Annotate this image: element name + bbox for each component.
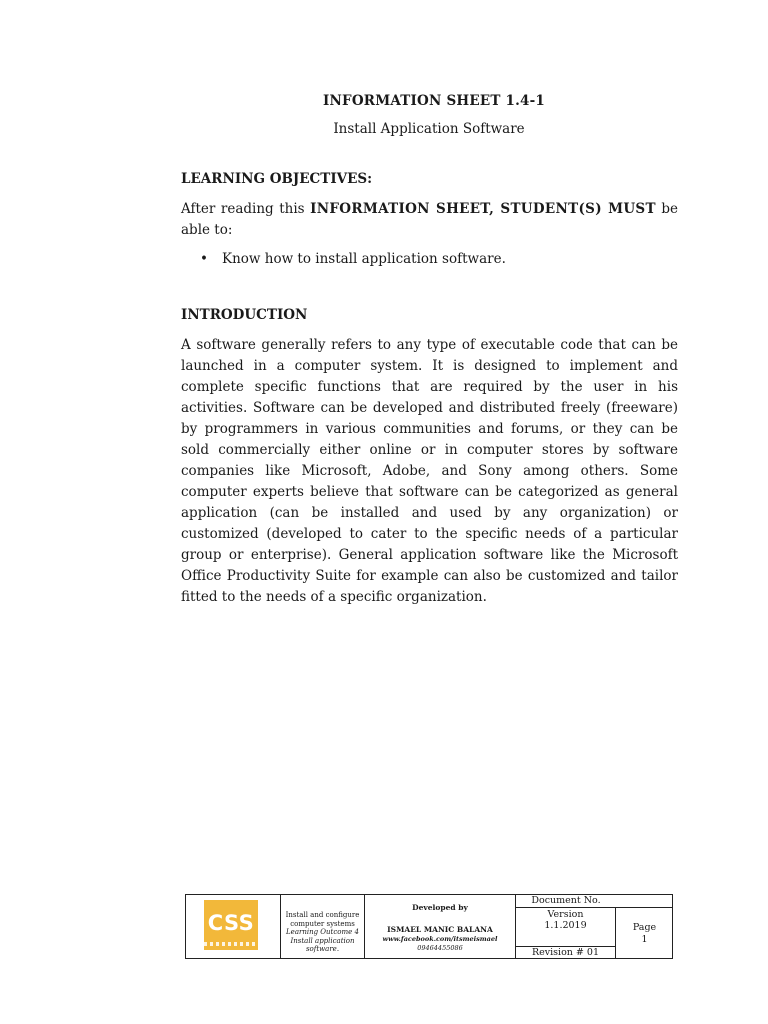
footer-table — [185, 894, 673, 959]
page-label: Page — [632, 922, 657, 933]
course-line-5: software. — [305, 945, 340, 953]
objective-bullet-text: Know how to install application software. — [222, 251, 506, 267]
developed-by-label: Developed by — [412, 903, 468, 912]
logo-stripe — [204, 942, 258, 946]
objectives-lead-before: After reading this — [181, 201, 311, 217]
footer-logo-cell — [186, 895, 281, 958]
objective-bullet-item — [200, 251, 506, 267]
document-no-label: Document No. — [516, 895, 616, 908]
introduction-heading: INTRODUCTION — [181, 307, 308, 323]
introduction-body: A software generally refers to any type of executable code that can be launched in a computer system. It is designed to implement and complete specific functions that are required by the user in his activities. Software can be developed and distributed freely (freeware) by programmers in various communities and forums, or they can be sold commercially either online or in computer stores by software companies like Microsoft, Adobe, and Sony among others. Some computer experts believe that software can be categorized as general application (can be installed and used by any organization) or customized (developed to cater to the specific needs of a particular group or enterprise). General application software like the Microsoft Office Productivity Suite for example can also be customized and tailor fitted to the needs of a specific organization. — [181, 337, 678, 605]
developer-phone: 09464455086 — [417, 944, 463, 952]
version-info — [516, 908, 616, 946]
developer-name: ISMAEL MANIC BALANA — [387, 925, 493, 934]
footer-document-cell — [516, 895, 673, 958]
objectives-lead — [181, 199, 678, 241]
css-logo — [204, 900, 258, 950]
version-value: 1.1.2019 — [544, 920, 587, 931]
footer-developer-cell — [365, 895, 516, 958]
revision-number: Revision # 01 — [516, 946, 616, 959]
objectives-heading: LEARNING OBJECTIVES: — [181, 171, 373, 187]
course-line-4: Install application — [290, 936, 355, 945]
bullet-dot-icon: • — [200, 251, 208, 267]
course-line-1: Install and configure — [285, 911, 360, 919]
objectives-lead-bold: INFORMATION SHEET, STUDENT(S) MUST — [310, 201, 656, 217]
sheet-title: INFORMATION SHEET 1.4-1 — [323, 93, 545, 109]
sheet-subtitle: Install Application Software — [333, 121, 525, 137]
css-logo-text: CSS — [207, 911, 255, 935]
objectives-lead-after: be able to: — [181, 201, 678, 238]
version-label: Version — [547, 909, 584, 920]
course-line-2: computer systems — [290, 919, 355, 928]
page-value: 1 — [641, 934, 648, 945]
course-info — [281, 911, 364, 954]
course-line-3: Learning Outcome 4 — [286, 928, 359, 936]
document-no-value — [616, 895, 673, 908]
page-number-cell — [616, 908, 673, 959]
footer-course-cell — [281, 895, 365, 958]
developer-link[interactable]: www.facebook.com/itsmeismael — [382, 935, 498, 943]
